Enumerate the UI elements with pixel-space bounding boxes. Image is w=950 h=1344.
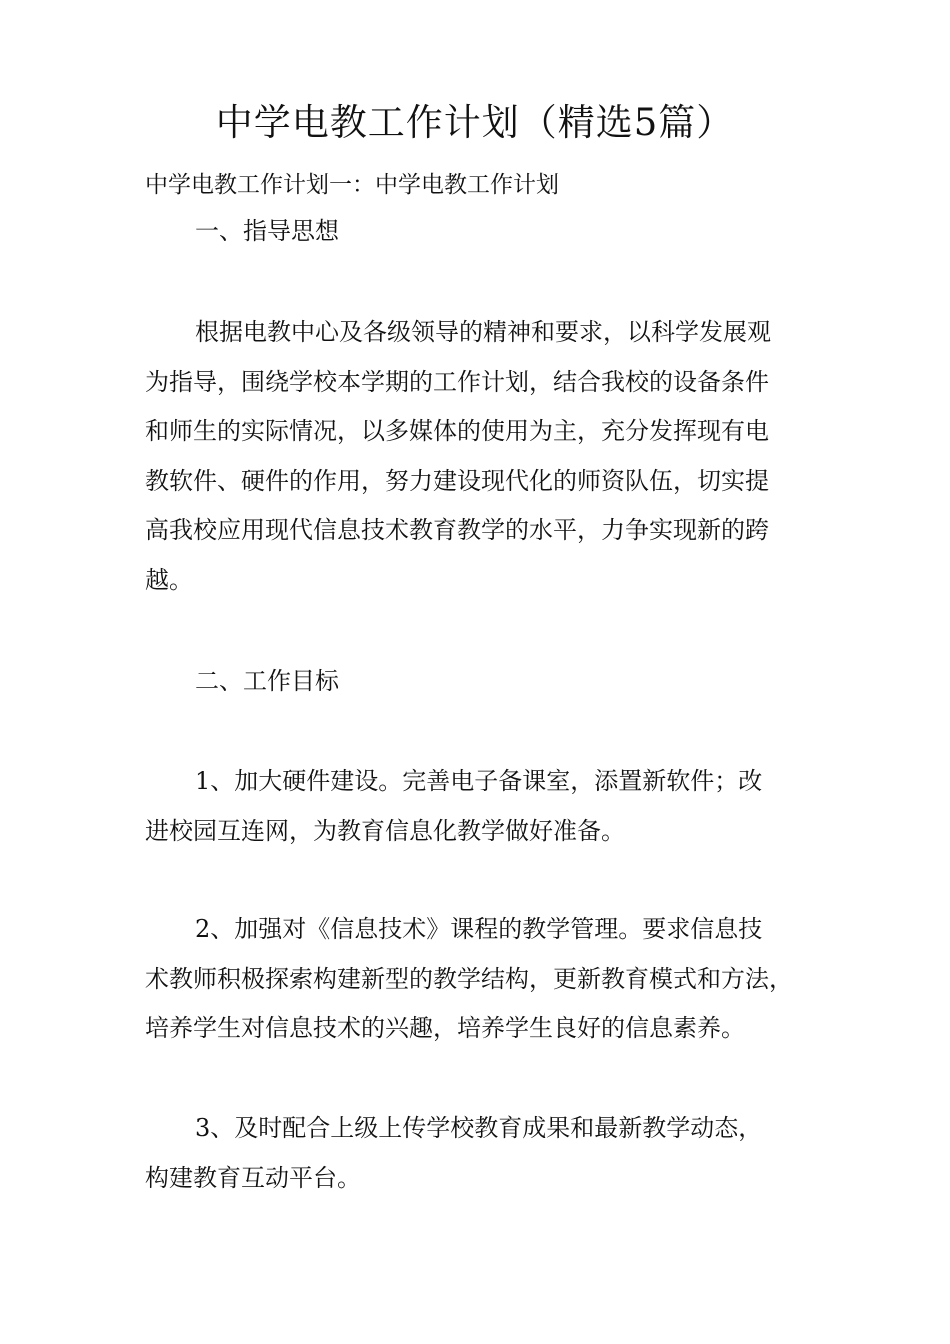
paragraph-line: 越。	[145, 565, 193, 594]
paragraph-goal-1	[145, 757, 821, 856]
section-heading-work-goals: 二、工作目标	[195, 667, 339, 695]
document-subtitle: 中学电教工作计划一：中学电教工作计划	[145, 172, 559, 198]
paragraph-line: 和师生的实际情况，以多媒体的使用为主，充分发挥现有电	[145, 417, 769, 445]
paragraph-line: 进校园互连网，为教育信息化教学做好准备。	[145, 816, 625, 845]
paragraph-goal-3	[145, 1104, 821, 1203]
section-heading-guiding-ideology: 一、指导思想	[195, 217, 339, 245]
paragraph-line: 教软件、硬件的作用，努力建设现代化的师资队伍，切实提	[145, 466, 769, 495]
paragraph-line: 根据电教中心及各级领导的精神和要求，以科学发展观	[195, 318, 771, 346]
paragraph-line: 培养学生对信息技术的兴趣，培养学生良好的信息素养。	[145, 1014, 745, 1042]
paragraph-guiding-ideology	[145, 308, 821, 605]
paragraph-goal-2	[145, 905, 821, 1054]
paragraph-line: 3、及时配合上级上传学校教育成果和最新教学动态，	[195, 1114, 763, 1142]
paragraph-line: 为指导，围绕学校本学期的工作计划，结合我校的设备条件	[145, 367, 769, 396]
paragraph-line: 构建教育互动平台。	[145, 1163, 361, 1192]
paragraph-line: 术教师积极探索构建新型的教学结构，更新教育模式和方法，	[145, 964, 793, 993]
document-title: 中学电教工作计划（精选5篇）	[215, 101, 735, 144]
paragraph-line: 1、加大硬件建设。完善电子备课室，添置新软件；改	[195, 767, 763, 795]
paragraph-line: 高我校应用现代信息技术教育教学的水平，力争实现新的跨	[145, 516, 769, 544]
paragraph-line: 2、加强对《信息技术》课程的教学管理。要求信息技	[195, 915, 763, 943]
